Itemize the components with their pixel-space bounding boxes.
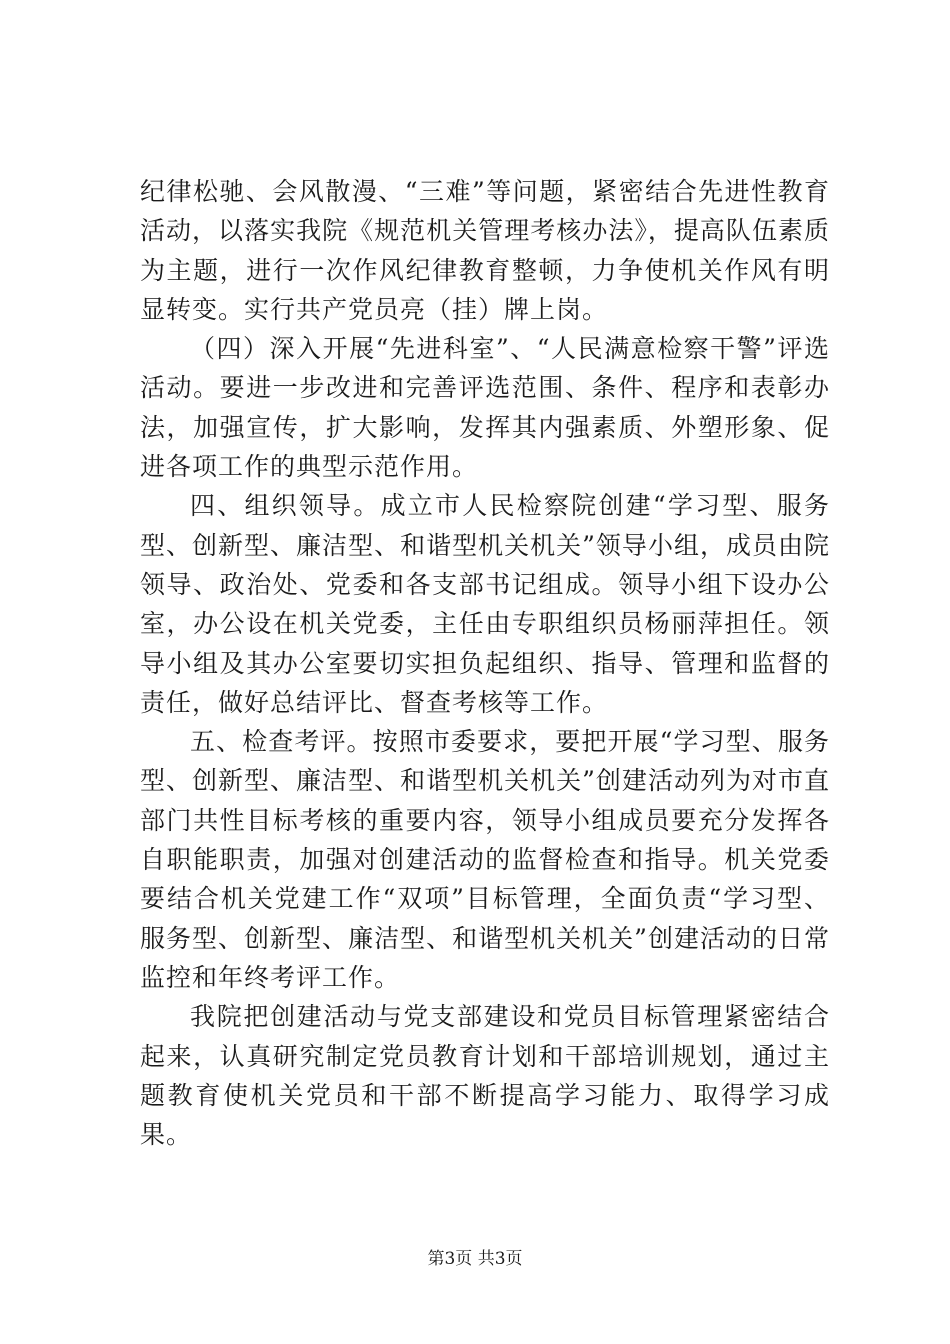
paragraph-continuation: 纪律松驰、会风散漫、“三难”等问题，紧密结合先进性教育活动，以落实我院《规范机关管理考核办法》，提高队伍素质为主题，进行一次作风纪律教育整顿，力争使机关作风有明显转变。实行共产党员亮（挂）牌上岗。 [140, 177, 830, 324]
document-body [140, 172, 830, 1154]
paragraph-inspection-evaluation: 五、检查考评。按照市委要求，要把开展“学习型、服务型、创新型、廉洁型、和谐型机关机关”创建活动列为对市直部门共性目标考核的重要内容，领导小组成员要充分发挥各自职能职责，加强对创建活动的监督检查和指导。机关党委要结合机关党建工作“双项”目标管理，全面负责“学习型、服务型、创新型、廉洁型、和谐型机关机关”创建活动的日常监控和年终考评工作。 [140, 727, 830, 992]
paragraph-selection-activity: （四）深入开展“先进科室”、“人民满意检察干警”评选活动。要进一步改进和完善评选范围、条件、程序和表彰办法，加强宣传，扩大影响，发挥其内强素质、外塑形象、促进各项工作的典型示范作用。 [140, 334, 830, 482]
paragraph-conclusion: 我院把创建活动与党支部建设和党员目标管理紧密结合起来，认真研究制定党员教育计划和干部培训规划，通过主题教育使机关党员和干部不断提高学习能力、取得学习成果。 [140, 1002, 830, 1150]
paragraph-organization-leadership: 四、组织领导。成立市人民检察院创建“学习型、服务型、创新型、廉洁型、和谐型机关机关”领导小组，成员由院领导、政治处、党委和各支部书记组成。领导小组下设办公室，办公设在机关党委，主任由专职组织员杨丽萍担任。领导小组及其办公室要切实担负起组织、指导、管理和监督的责任，做好总结评比、督查考核等工作。 [140, 491, 830, 717]
page-number-footer: 第3页 共3页 [427, 1249, 523, 1269]
